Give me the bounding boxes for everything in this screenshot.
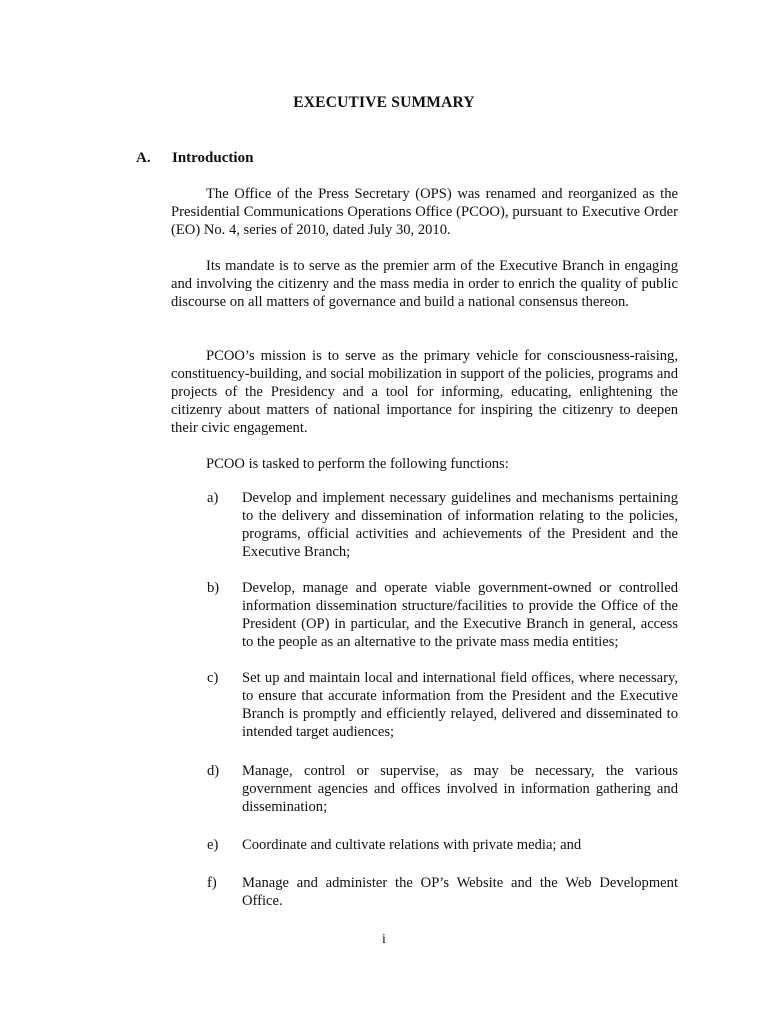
- document-title: EXECUTIVE SUMMARY: [293, 94, 475, 111]
- list-marker: b): [207, 580, 220, 596]
- list-marker: c): [207, 670, 219, 686]
- list-item-text: Manage and administer the OP’s Website and the Web Development Office.: [242, 875, 678, 909]
- page-number: i: [382, 932, 386, 947]
- list-item: [207, 874, 678, 910]
- paragraph-functions-intro: PCOO is tasked to perform the following functions:: [206, 456, 509, 472]
- list-item: [207, 762, 678, 816]
- list-marker: a): [207, 490, 219, 506]
- list-item-text: Develop and implement necessary guidelines and mechanisms pertaining to the delivery and dissemination of information relating to the policies, programs, official activities and achievements of the President and the Executive Branch;: [242, 490, 678, 560]
- section-number: A.: [136, 150, 151, 166]
- list-marker: d): [207, 763, 220, 779]
- section-heading: [136, 150, 253, 167]
- list-item-text: Set up and maintain local and international field offices, where necessary, to ensure that accurate information from the President and the Executive Branch is promptly and efficiently relayed, delivered and disseminated to intended target audiences;: [242, 670, 678, 740]
- paragraph-mandate: Its mandate is to serve as the premier arm of the Executive Branch in engaging and involving the citizenry and the mass media in order to enrich the quality of public discourse on all matters of governance and build a national consensus thereon.: [171, 258, 678, 310]
- list-item: [207, 579, 678, 651]
- section-title: Introduction: [172, 150, 254, 166]
- list-item-text: Develop, manage and operate viable government-owned or controlled information dissemination structure/facilities to provide the Office of the President (OP) in particular, and the Executive Branch in general, access to the people as an alternative to the private mass media entities;: [242, 580, 678, 650]
- list-item: [207, 836, 678, 854]
- list-item: [207, 489, 678, 561]
- list-item-text: Manage, control or supervise, as may be necessary, the various government agencies and offices involved in information gathering and dissemination;: [242, 763, 678, 815]
- list-item: [207, 669, 678, 741]
- list-item-text: Coordinate and cultivate relations with private media; and: [242, 837, 582, 853]
- paragraph-ops-renamed: The Office of the Press Secretary (OPS) was renamed and reorganized as the Presidential Communications Operations Office (PCOO), pursuant to Executive Order (EO) No. 4, series of 2010, dated July 30, 2010.: [171, 186, 678, 238]
- list-marker: f): [207, 875, 217, 891]
- list-marker: e): [207, 837, 219, 853]
- paragraph-mission: PCOO’s mission is to serve as the primary vehicle for consciousness-raising, constituency-building, and social mobilization in support of the policies, programs and projects of the Presidency and a tool for informing, educating, enlightening the citizenry about matters of national importance for inspiring the citizenry to deepen their civic engagement.: [171, 348, 678, 436]
